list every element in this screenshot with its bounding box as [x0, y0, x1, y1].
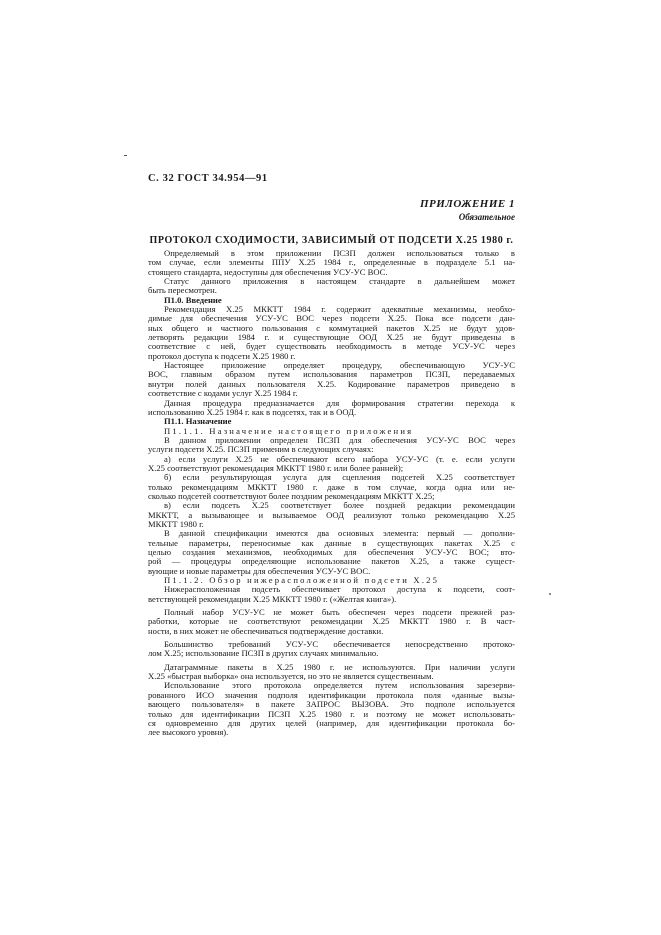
section-heading: [148, 417, 515, 426]
text-line: МККТТ, а вызывающее и вызываемое ООД реализуют только рекомендацию X.25: [148, 510, 515, 520]
paragraph: [148, 399, 515, 418]
text-line: Полный набор УСУ-УС не может быть обеспечен через подсети прежней раз-: [164, 608, 515, 618]
text-line: Большинство требований УСУ-УС обеспечивается непосредственно протоко-: [164, 640, 515, 650]
text-line: использованию X.25 1984 г. как в подсетях, так и в ООД.: [148, 407, 357, 417]
scan-mark: [124, 155, 127, 156]
text-line: внутри полей данных пользователя X.25. Кодирование параметров приведено в: [148, 379, 515, 389]
text-line: только рекомендациям МККТТ 1980 г. даже в том случае, когда одна или не-: [148, 482, 515, 492]
text-line: П1.1.1. Назначение настоящего приложения: [164, 426, 414, 436]
text-line: сколько подсетей соответствуют более поздним рекомендациям МККТТ X.25;: [148, 491, 435, 501]
paragraph: [148, 436, 515, 455]
paragraph: [148, 473, 515, 501]
text-line: Определяемый в этом приложении ПСЗП должен использоваться только в: [164, 249, 515, 258]
paragraph: [148, 249, 515, 277]
text-line: в) если подсеть X.25 соответствует более поздней редакции рекомендации: [164, 501, 515, 511]
paragraph: [148, 361, 515, 398]
text-line: только для идентификации ПСЗП X.25 1980 г. и поэтому не может использовать-: [148, 709, 515, 719]
text-line: том случае, если элементы ППУ X.25 1984 г., определенные в подразделе 5.1 на-: [148, 258, 515, 268]
document-title: ПРОТОКОЛ СХОДИМОСТИ, ЗАВИСИМЫЙ ОТ ПОДСЕТИ X.25 1980 г.: [149, 235, 514, 246]
text-line: стоящего стандарта, недоступны для обеспечения УСУ-УС ВОС.: [148, 267, 388, 277]
scan-speck: [549, 593, 551, 595]
text-line: соответствие с кодами услуг X.25 1984 г.: [148, 389, 298, 399]
text-line: ных общего и частного пользования с коммутацией пакетов X.25 не будут удов-: [148, 323, 515, 333]
paragraph: [148, 455, 515, 474]
text-line: летворять редакции 1984 г. и существующие ООД X.25 не будут приведены в: [148, 333, 515, 343]
appendix-label: ПРИЛОЖЕНИЕ 1: [419, 198, 515, 210]
text-line: тельные параметры, переносимые как данные в существующих пакетах X.25 с: [148, 538, 515, 548]
text-line: протокол доступа к подсети X.25 1980 г.: [148, 351, 296, 361]
text-line: рой — процедуры определяющие использование пакетов X.25, а также сущест-: [148, 557, 515, 567]
paragraph: [148, 277, 515, 296]
text-line: МККТТ 1980 г.: [148, 519, 204, 529]
text-line: В данном приложении определен ПСЗП для обеспечения УСУ-УС ВОС через: [164, 435, 515, 445]
text-line: работки, которые не соответствуют рекомендации X.25 МККТТ 1980 г. В част-: [148, 617, 515, 627]
text-line: П1.1. Назначение: [164, 417, 232, 427]
paragraph: [148, 681, 515, 737]
text-line: лом X.25; использование ПСЗП в других случаях минимально.: [148, 649, 379, 659]
paragraph: [148, 608, 515, 636]
text-line: димые для обеспечения УСУ-УС ВОС через подсети X.25. Пока все подсети дан-: [148, 314, 515, 324]
text-line: быть пересмотрен.: [148, 286, 217, 296]
text-line: Датаграммные пакеты в X.25 1980 г. не используются. При наличии услуги: [164, 662, 515, 672]
text-line: ВОС, главным образом путем использования параметров ПСЗП, передаваемых: [148, 370, 515, 380]
text-line: соответствие с ней, будет существовать необходимость в методе УСУ-УС через: [148, 342, 515, 352]
text-line: услуги подсети X.25. ПСЗП применим в следующих случаях:: [148, 445, 374, 455]
appendix-status: Обязательное: [458, 212, 515, 222]
text-line: ности, в них может не обеспечиваться подтверждение доставки.: [148, 626, 384, 636]
section-heading: [148, 576, 515, 585]
text-line: ся одновременно для других целей (например, для идентификации протокола бо-: [148, 718, 515, 728]
paragraph: [148, 585, 515, 604]
text-line: В данной спецификации имеются два основных элемента: первый — дополни-: [164, 529, 515, 539]
text-line: ветствующей рекомендации X.25 МККТТ 1980 г. («Желтая книга»).: [148, 594, 397, 604]
paragraph: [148, 501, 515, 529]
section-heading: [148, 296, 515, 305]
text-line: Использование этого протокола определяется путем использования зарезерви-: [164, 681, 515, 691]
text-line: рованного ИСО значения подполя идентификации протокола поля «данные вызы-: [148, 690, 515, 700]
document-body: [148, 249, 515, 738]
paragraph: [148, 529, 515, 576]
text-line: Статус данного приложения в настоящем стандарте в дальнейшем может: [164, 277, 515, 287]
text-line: X.25 соответствуют рекомендация МККТТ 1980 г. или более ранней);: [148, 463, 404, 473]
text-line: Данная процедура предназначается для формирования стратегии перехода к: [164, 398, 515, 408]
paragraph: [148, 305, 515, 361]
text-line: П1.1.2. Обзор нижерасположенной подсети X.25: [164, 576, 440, 586]
paragraph: [148, 640, 515, 659]
text-line: Нижерасположенная подсеть обеспечивает протокол доступа к подсети, соот-: [164, 585, 515, 595]
text-line: а) если услуги X.25 не обеспечивают всего набора УСУ-УС (т. е. если услуги: [164, 454, 515, 464]
text-line: целью создания механизмов, необходимых для обеспечения УСУ-УС ВОС; вто-: [148, 548, 515, 557]
text-line: Рекомендация X.25 МККТТ 1984 г. содержит адекватные механизмы, необхо-: [164, 305, 515, 315]
text-line: Настоящее приложение определяет процедуру, обеспечивающую УСУ-УС: [164, 361, 515, 371]
text-line: X.25 «быстрая выборка» она используется, но это не является существенным.: [148, 672, 434, 682]
text-line: лее высокого уровня).: [148, 728, 229, 738]
text-line: б) если результирующая услуга для сцепления подсетей X.25 соответствует: [164, 473, 515, 483]
section-heading: [148, 427, 515, 436]
text-line: П1.0. Введение: [164, 295, 222, 305]
text-line: вающего пользователя» в пакете ЗАПРОС ВЫЗОВА. Это подполе используется: [148, 700, 515, 710]
text-line: вующие и новые параметры для обеспечения УСУ-УС ВОС.: [148, 566, 371, 576]
page-header: С. 32 ГОСТ 34.954—91: [148, 173, 268, 184]
paragraph: [148, 663, 515, 682]
